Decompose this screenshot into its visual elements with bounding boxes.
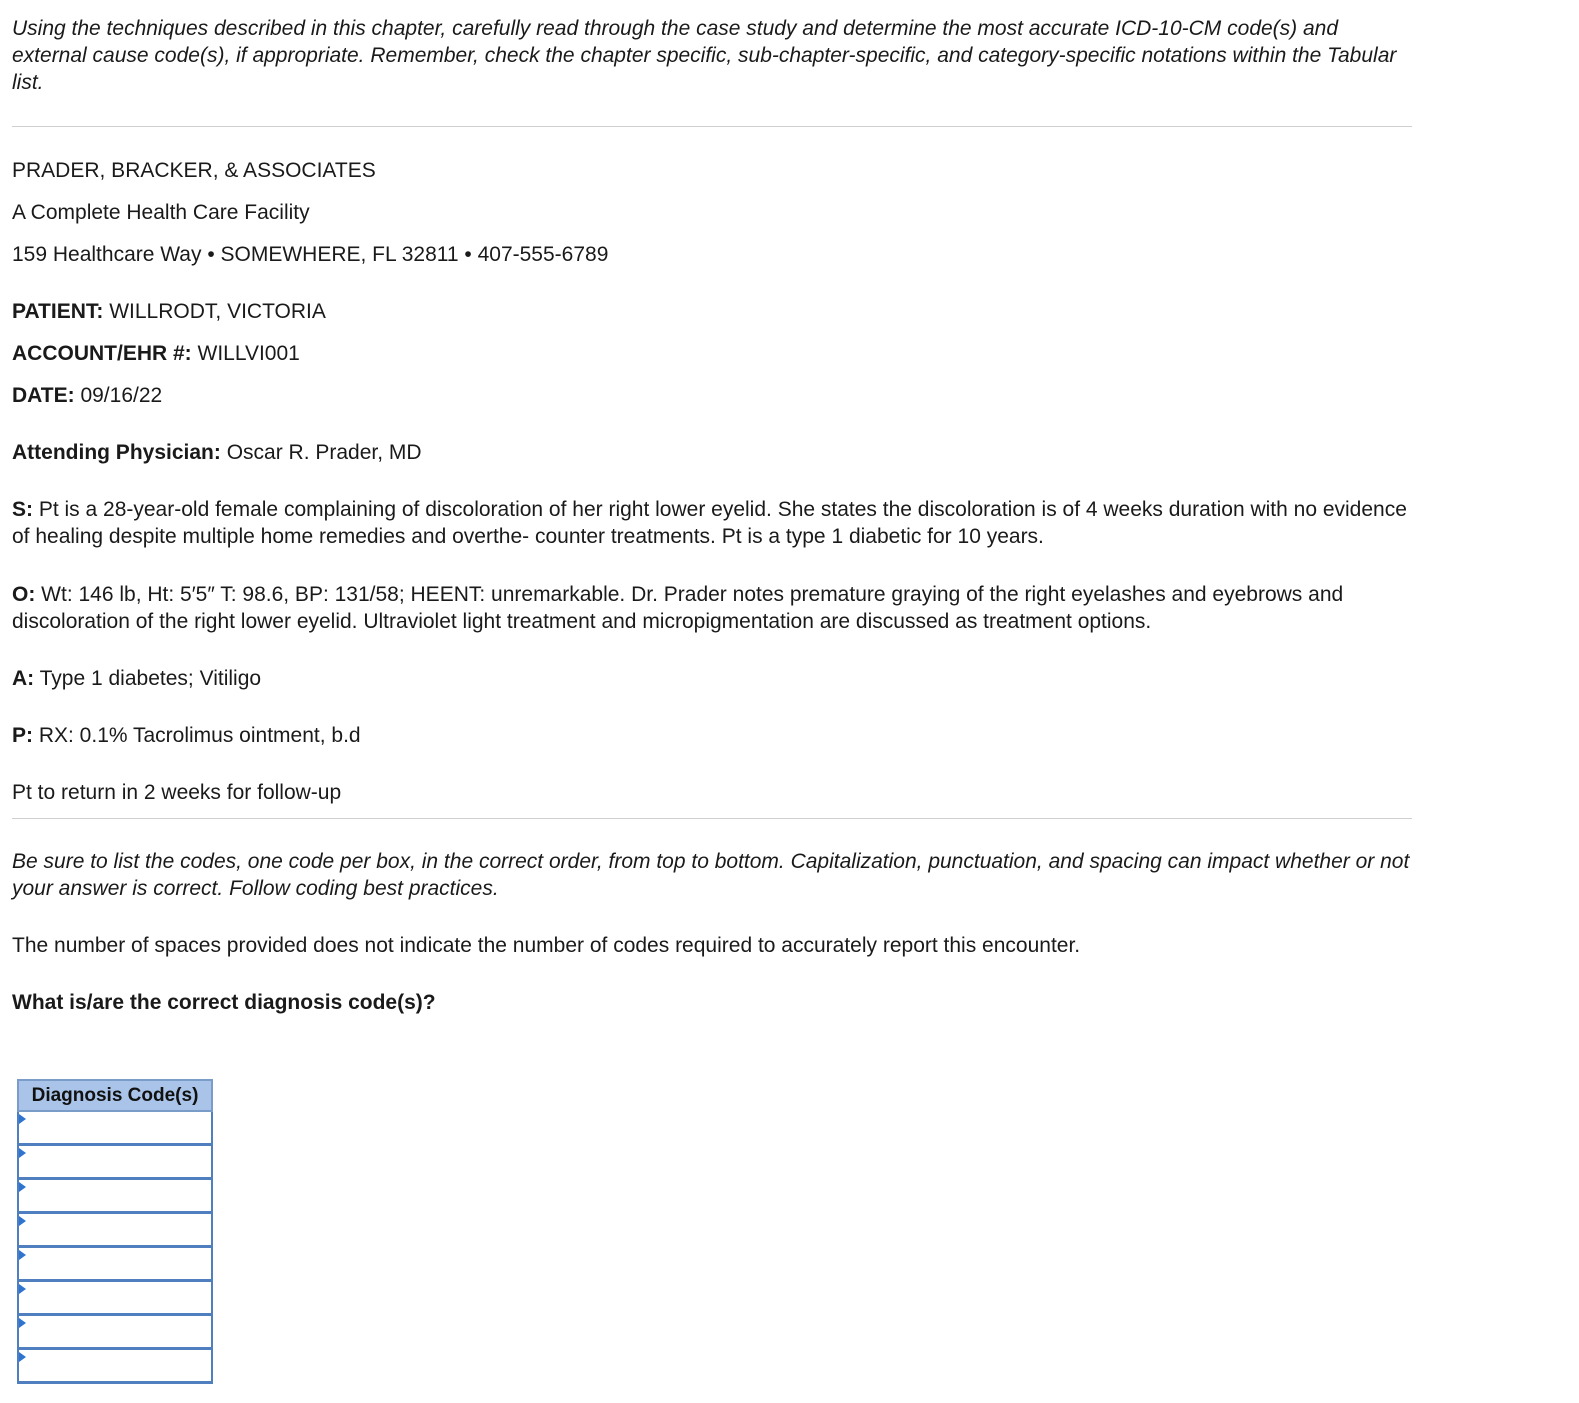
plan-label: P: [12,724,33,747]
soap-assessment [12,665,1412,692]
soap-subjective [12,496,1412,550]
instructions-text: Using the techniques described in this chapter, carefully read through the case study and determine the most accurate ICD-10-CM code(s) and external cause code(s), if appropriate. Remember, check the chapter specific, sub-chapter-specific, and category-specific notations within the Tabular list. [12,17,1397,94]
date-value: 09/16/22 [74,384,163,407]
row-marker-icon [19,1284,26,1294]
date-label: DATE: [12,384,75,407]
patient-line [12,298,1412,325]
divider-top [12,126,1412,127]
answer-instructions: Be sure to list the codes, one code per box, in the correct order, from top to bottom. Capitalization, punctuation, and spacing can impact whether or not your answer is correct. Follow coding best practices. [12,850,1410,900]
code-input-8[interactable] [19,1350,211,1381]
soap-objective [12,581,1412,635]
assessment-label: A: [12,667,35,690]
patient-value: WILLRODT, VICTORIA [103,300,326,323]
account-value: WILLVI001 [191,342,300,365]
code-input-3[interactable] [19,1180,211,1211]
diagnosis-code-table [17,1079,213,1384]
physician-line [12,439,1412,466]
facility-tagline: A Complete Health Care Facility [12,201,310,224]
facility-header [12,157,1412,268]
date-line [12,382,1412,409]
code-row [17,1146,213,1180]
code-row [17,1112,213,1146]
code-input-6[interactable] [19,1282,211,1313]
code-row [17,1282,213,1316]
facility-name: PRADER, BRACKER, & ASSOCIATES [12,159,376,182]
code-input-1[interactable] [19,1112,211,1143]
code-input-5[interactable] [19,1248,211,1279]
subjective-label: S: [12,498,33,521]
patient-label: PATIENT: [12,300,104,323]
row-marker-icon [19,1318,26,1328]
code-row [17,1248,213,1282]
code-table-header: Diagnosis Code(s) [17,1079,213,1112]
subjective-text: Pt is a 28-year-old female complaining of discoloration of her right lower eyelid. She states the discoloration is of 4 weeks duration with no evidence of healing despite multiple home remedies and overthe- counter treatments. Pt is a type 1 diabetic for 10 years. [12,498,1407,548]
divider-bottom [12,818,1412,819]
account-line [12,340,1412,367]
code-input-7[interactable] [19,1316,211,1347]
physician-value: Oscar R. Prader, MD [220,441,422,464]
question-text: What is/are the correct diagnosis code(s)? [12,991,436,1014]
soap-plan [12,722,1412,749]
code-row [17,1214,213,1248]
assessment-text: Type 1 diabetes; Vitiligo [34,667,262,690]
objective-label: O: [12,583,36,606]
row-marker-icon [19,1352,26,1362]
row-marker-icon [19,1182,26,1192]
account-label: ACCOUNT/EHR #: [12,342,192,365]
code-row [17,1316,213,1350]
code-row [17,1350,213,1384]
facility-address: 159 Healthcare Way • SOMEWHERE, FL 32811 • 407-555-6789 [12,243,609,266]
row-marker-icon [19,1114,26,1124]
row-marker-icon [19,1250,26,1260]
row-marker-icon [19,1148,26,1158]
followup-text: Pt to return in 2 weeks for follow-up [12,781,342,804]
case-study-page [12,0,1412,1016]
spaces-note: The number of spaces provided does not indicate the number of codes required to accurately report this encounter. [12,934,1081,957]
row-marker-icon [19,1216,26,1226]
objective-text: Wt: 146 lb, Ht: 5′5″ T: 98.6, BP: 131/58; HEENT: unremarkable. Dr. Prader notes premature graying of the right eyelashes and eyebrows and discoloration of the right lower eyelid. Ultraviolet light treatment and micropigmentation are discussed as treatment options. [12,583,1344,633]
physician-label: Attending Physician: [12,441,221,464]
code-row [17,1180,213,1214]
code-input-2[interactable] [19,1146,211,1177]
code-input-4[interactable] [19,1214,211,1245]
patient-info [12,298,1412,409]
plan-text: RX: 0.1% Tacrolimus ointment, b.d [33,724,361,747]
